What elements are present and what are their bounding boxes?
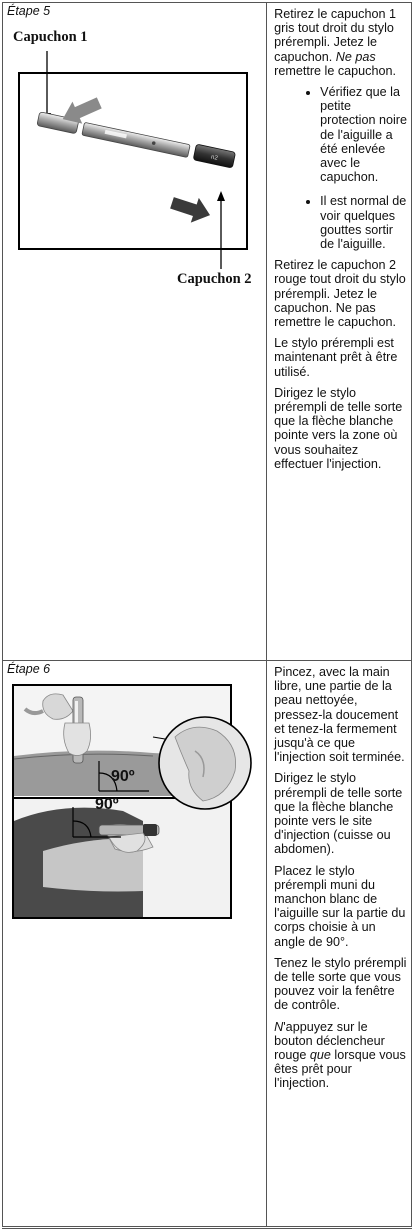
table-bottom-edge	[2, 1228, 412, 1229]
step-6-paragraph-1: Pincez, avec la main libre, une partie de la peau nettoyée, pressez-la doucement et tenez-la fermement jusqu'à ce que l'injection soit terminée.	[274, 665, 405, 765]
capuchon-1-caption: Capuchon 1	[13, 29, 88, 45]
step-5-paragraph-1: Retirez le capuchon 1 gris tout droit du stylo prérempli. Jetez le capuchon. Ne pas remettre le capuchon.	[274, 7, 396, 78]
arrow-up-icon	[217, 191, 225, 201]
instruction-table	[2, 2, 412, 1227]
capuchon-2-caption: Capuchon 2	[177, 271, 252, 287]
step-6-paragraph-2: Dirigez le stylo prérempli de telle sorte que la flèche blanche pointe vers le site d'injection (cuisse ou abdomen).	[274, 771, 403, 857]
step-6-row	[3, 661, 412, 1227]
step-6-paragraph-3: Placez le stylo prérempli muni du manchon blanc de l'aiguille sur la partie du corps choisie à un angle de 90°.	[274, 863, 406, 949]
pen-cap-removal-illustration	[3, 3, 277, 303]
step-5-paragraph-4: Dirigez le stylo prérempli de telle sorte que la flèche blanche pointe vers la zone où vous souhaitez effectuer l'injection.	[274, 385, 403, 471]
step-6-figure-cell	[3, 661, 267, 1227]
step-6-paragraph-5: N'appuyez sur le bouton déclencheur rouge que lorsque vous êtes prêt pour l'injection.	[274, 1019, 406, 1091]
arrow-down-right-icon	[168, 190, 214, 227]
svg-text:n2: n2	[210, 154, 219, 162]
angle-label-top: 90º	[111, 768, 135, 785]
step-5-paragraph-2: Retirez le capuchon 2 rouge tout droit du stylo prérempli. Jetez le capuchon. Ne pas remettre le capuchon.	[274, 258, 406, 330]
list-item: • Il est normal de voir quelques gouttes sortir de l'aiguille.	[320, 194, 407, 251]
step-5-bullet-list	[274, 85, 407, 251]
step-5-figure-cell	[3, 3, 267, 661]
step-6-text-cell	[267, 661, 412, 1227]
pen-body	[82, 122, 190, 157]
list-item: • Vérifiez que la petite protection noire de l'aiguille a été enlevée avec le capuchon.	[320, 85, 407, 184]
step-5-row	[3, 3, 412, 661]
step-6-paragraph-4: Tenez le stylo prérempli de telle sorte que vous pouvez voir la fenêtre de contrôle.	[274, 955, 407, 1013]
injection-position-illustration	[3, 661, 277, 941]
step-5-paragraph-3: Le stylo prérempli est maintenant prêt à être utilisé.	[274, 336, 398, 379]
step-6-label: Étape 6	[7, 662, 51, 676]
step-5-label: Étape 5	[7, 4, 51, 18]
step-5-text-cell	[267, 3, 412, 661]
angle-label-bottom: 90º	[95, 796, 119, 813]
